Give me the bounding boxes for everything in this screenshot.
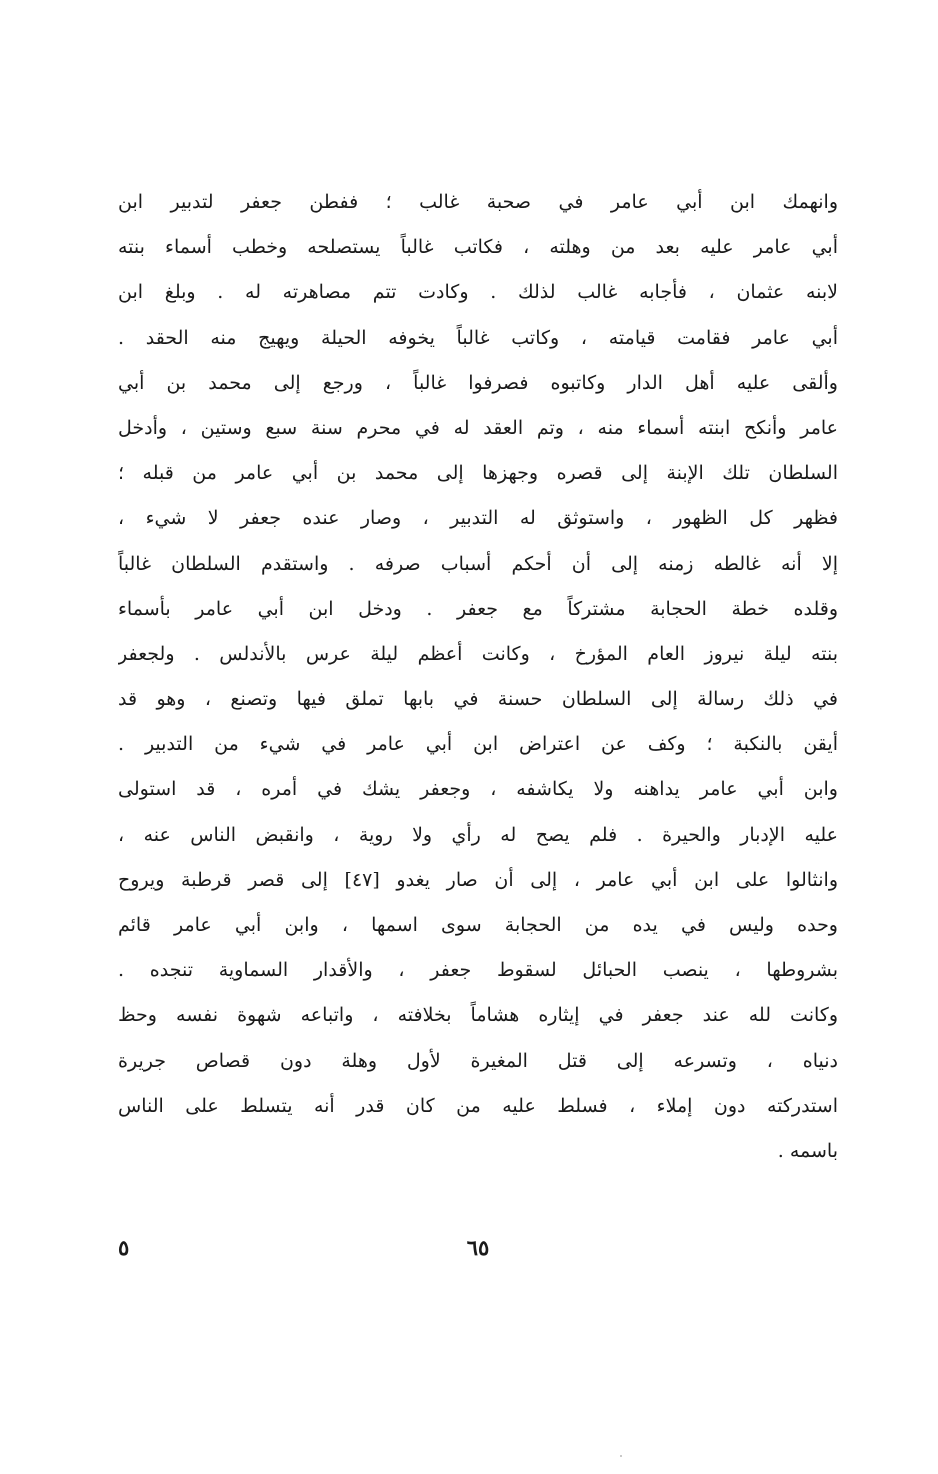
text-line: وانثالوا على ابن أبي عامر ، إلى أن صار يغدو [٤٧] إلى قصر قرطبة ويروح [118, 868, 838, 891]
signature-mark: ٥ [118, 1235, 130, 1260]
body-text [118, 180, 838, 1174]
text-line: بنته ليلة نيروز العام المؤرخ ، وكانت أعظم ليلة عرس بالأندلس . ولجعفر [118, 642, 838, 665]
text-line: وابن أبي عامر يداهنه ولا يكاشفه ، وجعفر يشك في أمره ، قد استولى [118, 778, 838, 801]
text-line: أبي عامر عليه بعد من وهلته ، فكاتب غالباً يستصلحه وخطب أسماء بنته [118, 236, 838, 259]
page-number: ٦٥ [466, 1235, 490, 1260]
text-line: عامر وأنكح ابنته أسماء منه ، وتم العقد له في محرم سنة سبع وستين ، وأدخل [118, 416, 838, 439]
text-line: وكانت لله عند جعفر في إيثاره هشاماً بخلافته ، واتباعه شهوة نفسه وحظ [118, 1004, 838, 1027]
page-footer [118, 1228, 838, 1268]
text-line: عليه الإدبار والحيرة . فلم يصح له رأي ولا روية ، وانقبض الناس عنه ، [118, 823, 838, 846]
text-line: وألقى عليه أهل الدار وكاتبوه فصرفوا غالباً ، ورجع إلى محمد بن أبي [118, 371, 838, 394]
text-line: دنياه ، وتسرعه إلى قتل المغيرة لأول وهلة دون قصاص جريرة [118, 1049, 838, 1072]
text-line: استدركته دون إملاء ، فسلط عليه من كان قدر أنه يتسلط على الناس [118, 1094, 838, 1117]
text-line: في ذلك رسالة إلى السلطان حسنة في بابها تملق فيها وتصنع ، وهو قد [118, 688, 838, 711]
text-line: لابنه عثمان ، فأجابه غالب لذلك . وكادت تتم مصاهرته له . وبلغ ابن [118, 281, 838, 304]
text-line: باسمه . [777, 1139, 838, 1162]
paper-speck [620, 1455, 622, 1457]
text-line: وانهمك ابن أبي عامر في صحبة غالب ؛ ففطن جعفر لتدبير ابن [118, 191, 838, 213]
text-line: وحده وليس في يده من الحجابة سوى اسمها ، وابن أبي عامر قائم [118, 914, 838, 936]
text-line: أبي عامر فقامت قيامته ، وكاتب غالباً يخوفه الحيلة ويهيج منه الحقد . [118, 326, 838, 349]
text-line: بشروطها ، ينصب الحبائل لسقوط جعفر ، والأقدار السماوية تنجده . [118, 959, 838, 982]
text-line: إلا أنه غالطه زمنه إلى أن أحكم أسباب صرفه . واستقدم السلطان غالباً [118, 552, 838, 575]
text-line: أيقن بالنكبة ؛ وكف عن اعتراض ابن أبي عامر في شيء من التدبير . [118, 733, 838, 756]
text-line: وقلده خطة الحجابة مشتركاً مع جعفر . ودخل ابن أبي عامر بأسماء [118, 597, 838, 620]
text-line: فظهر كل الظهور ، واستوثق له التدبير ، وصار عنده جعفر لا شيء ، [118, 507, 838, 530]
text-line: السلطان تلك الإبنة إلى قصره وجهزها إلى محمد بن أبي عامر من قبله ؛ [118, 462, 838, 485]
